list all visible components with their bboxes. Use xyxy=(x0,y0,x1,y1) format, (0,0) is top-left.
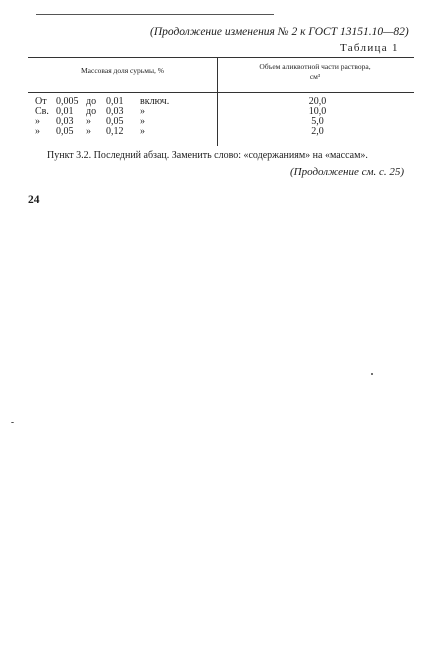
range-from: 0,005 xyxy=(56,96,79,107)
table-label: Таблица 1 xyxy=(340,42,399,54)
range-prefix: От xyxy=(35,96,47,107)
page-number: 24 xyxy=(28,194,40,206)
range-connector: » xyxy=(86,126,91,137)
range-connector: » xyxy=(86,116,91,127)
continuation-note: (Продолжение см. с. 25) xyxy=(290,166,405,178)
range-from: 0,05 xyxy=(56,126,74,137)
scan-speck xyxy=(371,373,373,375)
table-header-aliquot-volume-unit: см³ xyxy=(309,72,321,81)
range-to: 0,01 xyxy=(106,96,124,107)
volume-cell: 2,0 xyxy=(311,126,324,137)
table-top-rule xyxy=(28,57,414,58)
range-to: 0,05 xyxy=(106,116,124,127)
top-rule xyxy=(36,14,274,15)
table-column-mass-fraction xyxy=(35,97,180,137)
range-suffix: » xyxy=(140,106,145,117)
range-prefix: » xyxy=(35,126,40,137)
table-header-rule xyxy=(28,92,414,93)
range-prefix: » xyxy=(35,116,40,127)
range-suffix: » xyxy=(140,116,145,127)
range-suffix: » xyxy=(140,126,145,137)
range-suffix: включ. xyxy=(140,96,170,107)
volume-cell: 10,0 xyxy=(308,106,327,117)
volume-cell: 20,0 xyxy=(308,96,327,107)
range-prefix: Св. xyxy=(35,106,49,117)
range-from: 0,03 xyxy=(56,116,74,127)
range-from: 0,01 xyxy=(56,106,74,117)
scan-speck xyxy=(11,422,14,423)
running-head: (Продолжение изменения № 2 к ГОСТ 13151.10—82) xyxy=(150,26,409,38)
volume-cell: 5,0 xyxy=(311,116,324,127)
table-header-aliquot-volume-line1: Объем аликвотной части раствора, xyxy=(259,62,371,71)
table-column-divider xyxy=(217,57,218,146)
amendment-paragraph: Пункт 3.2. Последний абзац. Заменить слово: «содержаниям» на «массам». xyxy=(47,150,368,161)
table-column-aliquot-volume xyxy=(250,97,385,137)
range-connector: до xyxy=(86,106,97,117)
table-header-mass-fraction: Массовая доля сурьмы, % xyxy=(81,66,164,75)
table-header-aliquot-volume xyxy=(220,62,410,82)
table-row xyxy=(35,127,180,137)
range-to: 0,03 xyxy=(106,106,124,117)
range-connector: до xyxy=(86,96,97,107)
range-to: 0,12 xyxy=(106,126,124,137)
